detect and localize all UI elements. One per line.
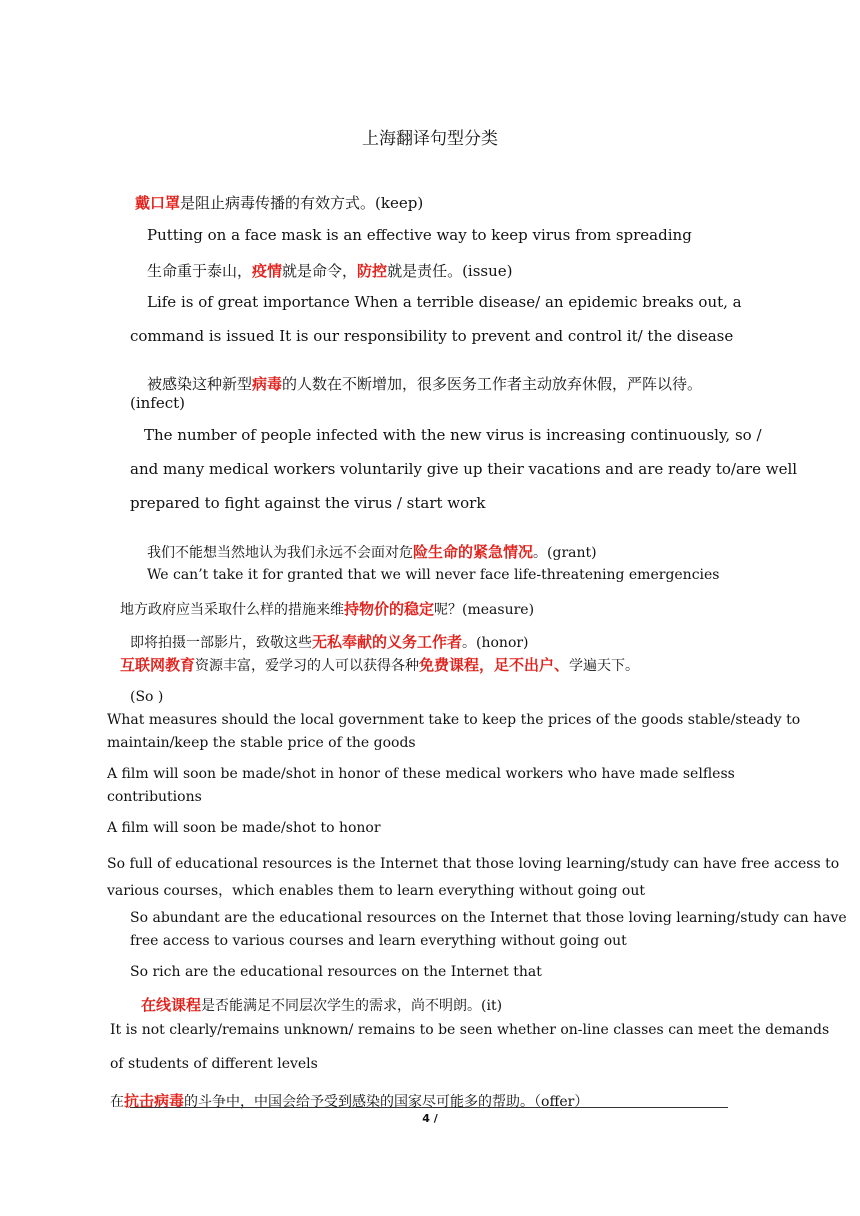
issue-text-b: 就是命令， xyxy=(282,262,358,280)
it-english-1: It is not clearly/remains unknown/ remains to be seen whether on-line classes can meet the demands xyxy=(110,1022,830,1038)
honor-text-b: 。(honor) xyxy=(462,635,529,651)
so-text-a: 资源丰富，爱学习的人可以获得各种 xyxy=(195,658,420,674)
so-chinese xyxy=(120,654,639,675)
so-answer-3: So rich are the educational resources on the Internet that xyxy=(130,964,542,980)
measure-answer-1: What measures should the local government take to keep the prices of the goods stable/steady to xyxy=(107,712,801,728)
issue-highlight-2: 防控 xyxy=(357,262,388,280)
infect-text-a: 被感染这种新型 xyxy=(147,375,253,393)
infect-english-1: The number of people infected with the new virus is increasing continuously, so / xyxy=(144,426,762,444)
page-number: 4 / xyxy=(422,1112,438,1125)
so-text-b: 学遍天下。 xyxy=(569,658,640,674)
grant-text-b: 。(grant) xyxy=(533,545,597,561)
keep-english: Putting on a face mask is an effective way to keep virus from spreading xyxy=(147,226,692,244)
infect-english-2: and many medical workers voluntarily give up their vacations and are ready to/are well xyxy=(130,460,798,478)
measure-answer-2: maintain/keep the stable price of the goods xyxy=(107,735,416,751)
grant-english: We can’t take it for granted that we will never face life-threatening emergencies xyxy=(147,567,720,583)
issue-english-2: command is issued It is our responsibility to prevent and control it/ the disease xyxy=(130,327,734,345)
measure-chinese xyxy=(120,598,534,619)
grant-text-a: 我们不能想当然地认为我们永远不会面对危 xyxy=(147,545,413,561)
so-answer-1b: various courses，which enables them to learn everything without going out xyxy=(107,883,645,899)
honor-highlight: 无私奉献的义务工作者 xyxy=(312,633,463,651)
so-answer-1a: So full of educational resources is the Internet that those loving learning/study can have free access to xyxy=(107,856,840,872)
infect-tag: (infect) xyxy=(130,394,186,412)
it-text-a: 是否能满足不同层次学生的需求，尚不明朗。(it) xyxy=(201,998,503,1014)
it-chinese xyxy=(141,994,502,1015)
page-title: 上海翻译句型分类 xyxy=(362,129,498,149)
honor-text-a: 即将拍摄一部影片，致敬这些 xyxy=(130,635,312,651)
infect-highlight: 病毒 xyxy=(252,375,283,393)
issue-english-1: Life is of great importance When a terrible disease/ an epidemic breaks out, a xyxy=(147,293,742,311)
infect-english-3: prepared to fight against the virus / start work xyxy=(130,494,486,512)
measure-highlight: 持物价的稳定 xyxy=(344,600,435,618)
issue-chinese xyxy=(147,260,513,281)
keep-chinese-text: 是阻止病毒传播的有效方式。(keep) xyxy=(180,194,424,212)
so-highlight-1: 互联网教育 xyxy=(120,656,196,674)
it-highlight: 在线课程 xyxy=(141,996,202,1014)
so-answer-2b: free access to various courses and learn everything without going out xyxy=(130,933,627,949)
offer-highlight: 抗击病毒 xyxy=(124,1092,185,1110)
measure-text-a: 地方政府应当采取什么样的措施来维 xyxy=(120,602,344,618)
keep-chinese xyxy=(135,192,423,213)
offer-text-a: 在 xyxy=(110,1094,124,1110)
honor-answer-3: A film will soon be made/shot to honor xyxy=(107,820,381,836)
keep-highlight: 戴口罩 xyxy=(135,194,181,212)
honor-answer-1: A film will soon be made/shot in honor of these medical workers who have made selfless xyxy=(107,766,735,782)
footer-divider xyxy=(130,1107,728,1108)
so-highlight-2: 免费课程，足不出户、 xyxy=(419,656,570,674)
issue-text-a: 生命重于泰山， xyxy=(147,262,253,280)
so-tag: (So ) xyxy=(130,689,164,705)
issue-highlight-1: 疫情 xyxy=(252,262,283,280)
so-answer-2a: So abundant are the educational resources on the Internet that those loving learning/study can have xyxy=(130,910,847,926)
grant-chinese xyxy=(147,541,597,562)
honor-answer-2: contributions xyxy=(107,789,202,805)
issue-text-c: 就是责任。(issue) xyxy=(387,262,513,280)
infect-chinese xyxy=(147,373,702,394)
infect-text-b: 的人数在不断增加，很多医务工作者主动放弃休假，严阵以待。 xyxy=(282,375,703,393)
measure-text-b: 呢？(measure) xyxy=(434,602,535,618)
honor-chinese xyxy=(130,631,529,652)
it-english-2: of students of different levels xyxy=(110,1056,318,1072)
offer-text-b: 的斗争中，中国会给予受到感染的国家尽可能多的帮助。（offer） xyxy=(184,1094,589,1110)
grant-highlight: 险生命的紧急情况 xyxy=(413,543,534,561)
